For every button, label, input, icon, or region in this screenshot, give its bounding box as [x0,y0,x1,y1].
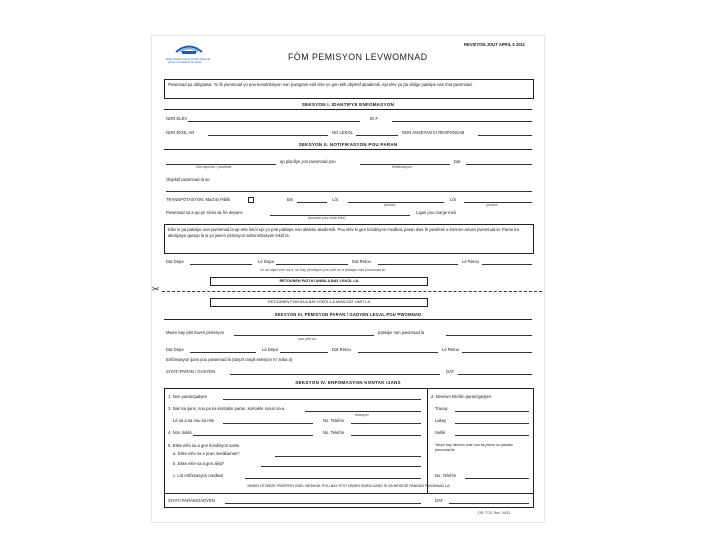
doctor-tel-field[interactable] [351,435,421,436]
contact-phone-label: Lè sa a sa nou ka rele [173,418,215,423]
emergency-info-label: Enfòmasyon ijans pou pwomnad la (tanpri ranpli seksyon IV anba a) [166,357,293,362]
return-date-field[interactable] [378,264,458,265]
cut-line [162,291,542,292]
s4-date-label: DAT [435,498,444,503]
footer-code: OR-7721 Rev. 04/11 [478,511,511,515]
other2-caption: presize [486,203,498,207]
school-number-label: NO LEKOL [332,130,353,135]
work-label: Travay [435,406,448,411]
sponsor-caption: Non sponsò / pwofesè [196,165,232,169]
emergency-contact-box [164,388,534,508]
cell-label: Selilè [435,430,446,435]
depart-date-label: Dat Depa [166,259,184,264]
s3-date-label: DAT [446,369,455,374]
allergy-field[interactable] [261,466,421,467]
other-medical-field[interactable] [245,478,421,479]
child-name-caption: non pitit ou [298,337,316,341]
s4-signature-field[interactable] [225,503,421,504]
section-1-title: SEKSYON I. IDANTIFYE ENFOMASYON [301,102,395,107]
cost-label: Pwomnad sa a ap pri sèvis ak frè depans [166,210,243,215]
medical-disclaimer: MWEN OTORIZE PWOFESYONÈL MEDIKAL POU BAY PITIT MWEN SWEN IJANS SI SA NESESÈ PANDAN PWOMNAD LA. [247,484,451,488]
teacher-field[interactable] [478,135,532,136]
doctor-field[interactable] [193,435,313,436]
lunch-label: Lajan pou manje midi [416,210,456,215]
public-transport-checkbox[interactable] [248,197,254,203]
trip-date-field[interactable] [466,164,532,165]
child-name-field[interactable] [234,335,374,336]
trip-date-label: Dat [454,159,461,164]
doctor-label: 4. Non doktè [168,430,192,435]
signature-note: Lè ou siyen fòm sa a, ou bay pèmisyon pou pitit ou a patisipe nan pwomnad la [260,268,385,272]
trip-name-field[interactable] [446,335,532,336]
transport-label: TRANSPÒTASYON: Machin Piblik [166,197,231,202]
permission-form-page [152,36,544,522]
other-medical-label: c. Lòt enfòmasyon medikal [173,473,223,478]
right-tel-field[interactable] [465,478,529,479]
s3-depart-time-label: Lè Depa [262,347,278,352]
logo-text: Miami-Dade County Public Schools [166,57,210,61]
depart-time-field[interactable] [276,264,348,265]
bus-field[interactable] [297,202,327,203]
s3-signature-label: SIYATI PARAN / GADYEN [166,369,216,374]
s3-return-date-field[interactable] [358,352,438,353]
s3-depart-date-label: Dat Depa [166,347,184,352]
emergency-contact-field[interactable] [305,411,421,412]
form-revision-code: REVIZYON JOUT APRIL 5 2011 [464,42,525,47]
health-label: 5. Eske elèv sa a gen kondisyon sante [168,443,240,448]
logo-subtext: giving our students the world [168,61,202,64]
s4-date-field[interactable] [449,503,529,504]
school-name-field[interactable] [208,135,328,136]
relation-caption: relasyon [355,413,369,417]
allergy-label: b. Eske elèv sa a gen alèji? [173,461,224,466]
other-caption: presize [384,203,396,207]
cell-phone-field[interactable] [455,435,529,436]
other-transport-field[interactable] [348,202,444,203]
parent-phone-label: 2. Nimewo telefòn paran/gadyen [431,394,492,399]
s3-return-time-field[interactable] [462,352,532,353]
section-4-title: SEKSYON IV. ENFOMASYON KONTAK IJANS [295,380,401,385]
s3-depart-time-field[interactable] [280,352,328,353]
return-box-2 [210,298,428,307]
parent-name-label: 1. Non paran/gadyen [168,394,208,399]
school-number-field[interactable] [356,135,398,136]
other-transport-2-field[interactable] [464,202,532,203]
notice-box [164,224,534,254]
purpose-label: Objektif pwomnad la se [166,177,210,182]
work-phone-field[interactable] [455,411,529,412]
other-label: Lòt [332,197,338,202]
student-name-label: NON ELÈV [166,116,188,121]
return-box-1-text: RETOUNEN PATI KI ANBA A BAY LEKÒL LA [279,279,359,283]
cost-caption: (montan pou chak elèv) [308,216,346,220]
intro-box [164,79,534,99]
form-title: FÒM PEMISYON LEVWOMNAD [288,52,428,62]
school-logo-icon [168,43,210,57]
home-phone-field[interactable] [455,423,529,424]
section-2-title: SEKSYON II. NOTIFIKASYON POU PARAN [298,142,398,147]
reach-note: Tanpri bay nimewo kote nou ka jwenn ou pandan pwomnad la [435,443,513,452]
teacher-label: NON ANSEYAN KI RESPONSAB [402,130,465,135]
destination-caption: Destinasyon [392,165,412,169]
s3-depart-date-field[interactable] [190,352,256,353]
return-box-1 [210,277,428,286]
medication-label: a. Eske elèv sa a pran medikaman? [173,451,240,456]
return-time-field[interactable] [482,264,532,265]
school-name-label: NON EKOL AN [166,130,195,135]
medication-field[interactable] [275,456,421,457]
section-3-title: SEKSYON III. PÈMISYON PARAN / GADYEN LEGAL POU PWOMNAD [274,312,422,317]
doctor-tel-label: No. Telefòn [323,430,345,435]
emergency-contact-label: 3. Nan ka ijans, nou pa ka kontakte paran, kontakte moun sa a [168,406,285,411]
participate-label: patisipe nan pwomnad la [378,330,425,335]
purpose-field[interactable] [166,191,532,192]
other2-label: Lòt [450,197,456,202]
return-date-label: Dat Retou [352,259,371,264]
s3-date-field[interactable] [458,374,532,375]
s3-signature-field[interactable] [230,374,440,375]
return-box-2-text: RETOUNEN FÒM SA A BAY LEKÒL LA AVAN DAT LIMIT LA [267,300,371,304]
depart-time-label: Lè Depa [258,259,274,264]
intro-text: Pwomnad pa obligatwa. Yo fè pwomnad yo pou konstribisyon nan pwogram etid elèv yo gen kèk objektif akademik, epi elèv yo pa oblige patisipe nan tout pwomnad. [168,82,473,87]
s3-return-time-label: Lè Retou [442,347,459,352]
parent-name-field[interactable] [223,399,421,400]
return-time-label: Lè Retou [462,259,479,264]
right-tel-label: No. Telefòn [435,473,457,478]
student-name-field[interactable] [188,121,360,122]
s3-return-date-label: Dat Retou [332,347,351,352]
planned-label: ap planifye yon pwomnad pou [280,159,336,164]
student-id-field[interactable] [392,121,532,122]
depart-date-field[interactable] [190,264,252,265]
home-label: Lakay [435,418,447,423]
s4-signature-label: SIYATI PARAN/GADYEN [168,498,215,503]
student-id-label: ID # [370,116,378,121]
child-permission-label: Mwen bay pitit mwen pèmisyon [166,330,225,335]
notice-text: Elèv ki pa patisipe nan pwomnad la ap rete lekòl epi yo pral patisipe nan aktivite akademik. Pou elèv ki gen kondisyon medikal, paran dwe fè pwofesè a konnen anvan pwomnad la. Paran ka akonpaye gwoup la si yo jwenn pèmisyon administrasyon lekòl la. [168,227,519,239]
bus-label: Bis [287,197,293,202]
scissors-icon: ✂ [152,284,160,294]
contact-tel-label: No. Telefòn [323,418,345,423]
contact-tel-field[interactable] [351,423,421,424]
contact-phone-field[interactable] [223,423,313,424]
